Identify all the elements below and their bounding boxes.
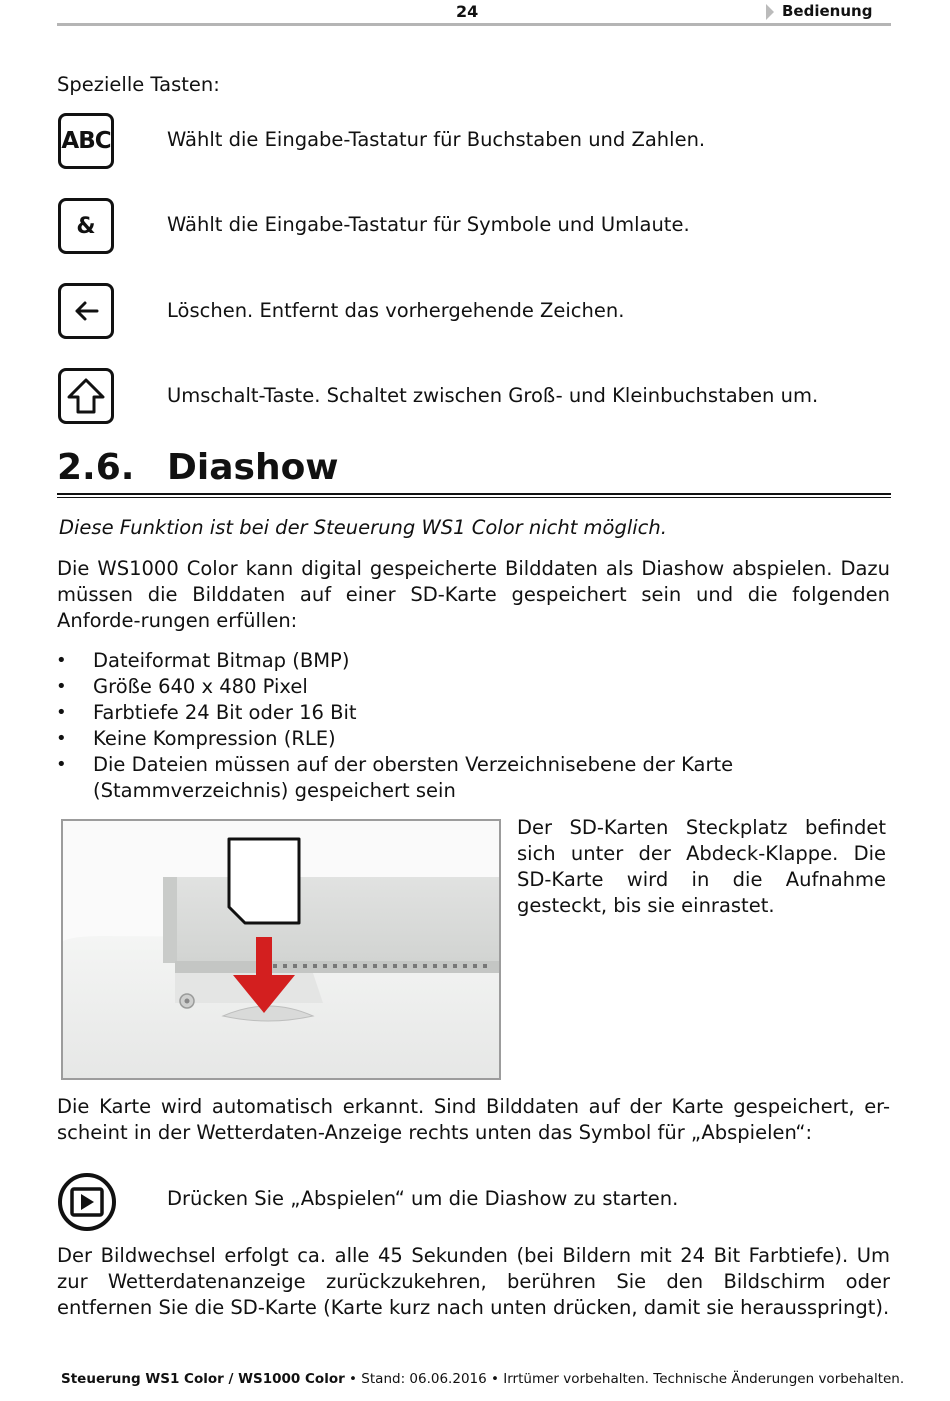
intro-paragraph: Die WS1000 Color kann digital gespeicherte Bilddaten als Diashow abspielen. Dazu müssen die Bilddaten auf einer SD-Karte gespeichert sein und die folgenden Anforde-rungen erfüllen: [57,557,890,632]
bullet-icon: • [56,754,67,775]
requirement-item: Keine Kompression (RLE) [93,727,336,750]
section-rule [57,493,891,495]
section-rule-thin [57,497,891,498]
ampersand-key-description: Wählt die Eingabe-Tastatur für Symbole und Umlaute. [167,213,690,236]
play-instruction: Drücken Sie „Abspielen“ um die Diashow zu starten. [167,1187,679,1210]
footer-product: Steuerung WS1 Color / WS1000 Color [61,1371,345,1387]
sd-card-slot-photo [61,819,501,1080]
running-header-section: Bedienung [782,2,873,20]
requirement-item: Farbtiefe 24 Bit oder 16 Bit [93,701,357,724]
chevron-right-icon [766,4,774,20]
sd-slot-paragraph: Der SD-Karten Steckplatz befindet sich unter der Abdeck-Klappe. Die SD-Karte wird in die Aufnahme gesteckt, bis sie einrastet. [517,816,886,917]
section-note: Diese Funktion ist bei der Steuerung WS1 Color nicht möglich. [59,516,667,539]
shift-key-description: Umschalt-Taste. Schaltet zwischen Groß- und Kleinbuchstaben um. [167,384,819,407]
requirement-item: Die Dateien müssen auf der obersten Verzeichnisebene der Karte [93,753,734,776]
bullet-icon: • [56,728,67,749]
card-detection-paragraph: Die Karte wird automatisch erkannt. Sind Bilddaten auf der Karte gespeichert, er-scheint in der Wetterdaten-Anzeige rechts unten das Symbol für „Abspielen“: [57,1095,890,1144]
abc-key-icon [58,113,114,169]
abc-key-label: ABC [61,128,111,154]
backspace-arrow-icon [58,283,114,339]
ampersand-key-icon [58,198,114,254]
play-button-icon [57,1172,117,1232]
ampersand-key-label: & [76,213,96,239]
page-number: 24 [456,2,479,21]
shift-arrow-icon [58,368,114,424]
bullet-icon: • [56,676,67,697]
closing-paragraph: Der Bildwechsel erfolgt ca. alle 45 Sekunden (bei Bildern mit 24 Bit Farbtiefe). Um zur Wetterdatenanzeige zurückzukehren, berühren Sie den Bildschirm oder entfernen Sie die SD-Karte (Karte kurz nach unten drücken, damit sie herausspringt). [57,1244,890,1319]
requirement-item: Größe 640 x 480 Pixel [93,675,308,698]
page-footer [61,1370,904,1388]
requirement-item-continuation: (Stammverzeichnis) gespeichert sein [93,779,456,802]
section-number: 2.6. [57,447,135,488]
special-keys-heading: Spezielle Tasten: [57,73,220,96]
backspace-key-description: Löschen. Entfernt das vorhergehende Zeichen. [167,299,625,322]
abc-key-description: Wählt die Eingabe-Tastatur für Buchstaben und Zahlen. [167,128,706,151]
requirement-item: Dateiformat Bitmap (BMP) [93,649,350,672]
bullet-icon: • [56,702,67,723]
header-rule [57,23,891,26]
footer-notice: • Stand: 06.06.2016 • Irrtümer vorbehalten. Technische Änderungen vorbehalten. [344,1371,905,1387]
section-title: Diashow [167,447,339,488]
bullet-icon: • [56,650,67,671]
